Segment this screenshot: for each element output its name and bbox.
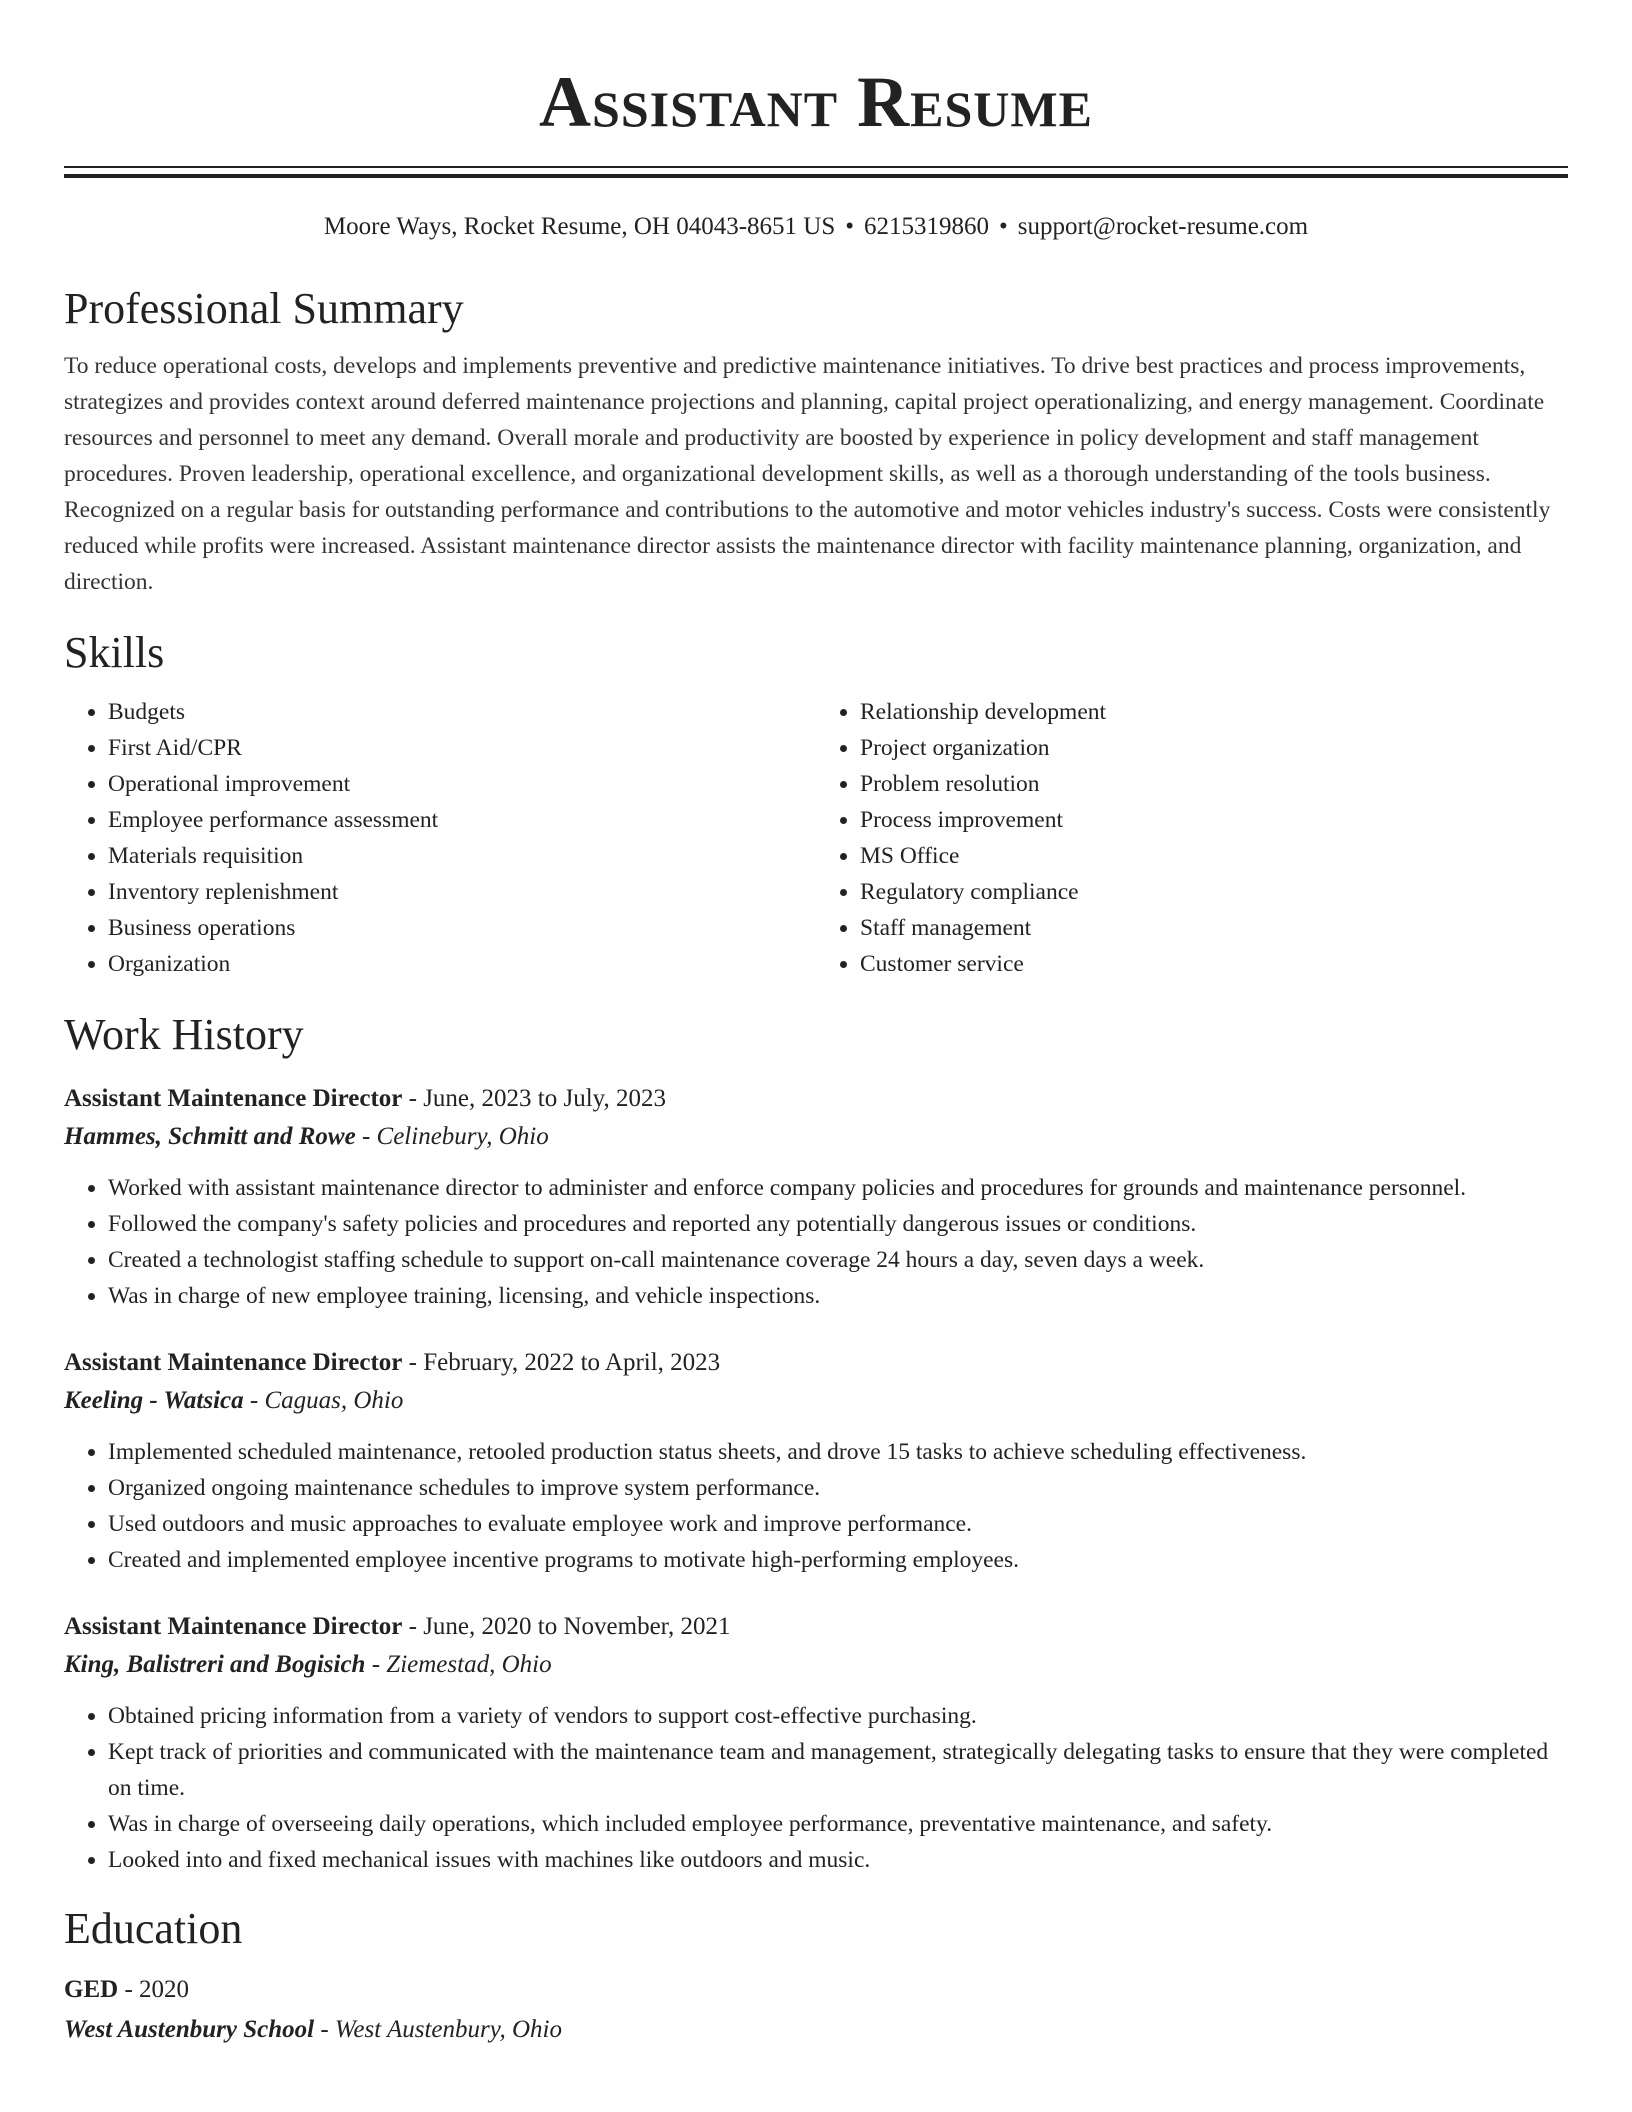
job-bullet: • Obtained pricing information from a variety of vendors to support cost-effective purchasing.: [108, 1698, 1568, 1734]
skill-item: • MS Office: [860, 838, 1568, 874]
job-entry: [64, 1080, 1568, 1314]
skill-item: • Organization: [108, 946, 816, 982]
job-dates: - June, 2020 to November, 2021: [402, 1613, 731, 1640]
education-entry: [64, 1970, 1568, 2050]
education-degree: GED: [64, 1976, 119, 2003]
skills-column-left: [64, 694, 816, 982]
contact-email: support@rocket-resume.com: [1017, 213, 1309, 240]
skill-item: • Operational improvement: [108, 766, 816, 802]
job-title: Assistant Maintenance Director: [64, 1613, 403, 1640]
job-location: - Celinebury, Ohio: [355, 1123, 549, 1150]
job-company-line: [64, 1382, 1568, 1420]
skill-item: • Business operations: [108, 910, 816, 946]
job-bullet: • Created and implemented employee incentive programs to motivate high-performing employees.: [108, 1542, 1568, 1578]
education-location: - West Austenbury, Ohio: [314, 2016, 562, 2043]
education-heading: Education: [64, 1904, 243, 1953]
skill-item: • Employee performance assessment: [108, 802, 816, 838]
contact-phone: 6215319860: [864, 213, 990, 240]
job-bullets: [64, 1434, 1568, 1578]
contact-separator: •: [845, 213, 855, 240]
job-company: Keeling - Watsica: [64, 1387, 244, 1414]
job-entry: [64, 1608, 1568, 1878]
job-bullets: [64, 1698, 1568, 1878]
job-bullet: • Kept track of priorities and communicated with the maintenance team and management, strategically delegating tasks to ensure that they were completed on time.: [108, 1734, 1568, 1806]
skills-list: [64, 694, 1568, 982]
job-title: Assistant Maintenance Director: [64, 1085, 403, 1112]
contact-line: [64, 210, 1568, 244]
contact-separator: •: [999, 213, 1008, 240]
summary-text: To reduce operational costs, develops and implements preventive and predictive maintenance initiatives. To drive best practices and process improvements, strategizes and provides context around deferred maintenance projections and planning, capital project operationalizing, and energy management. Coordinate resources and personnel to meet any demand. Overall morale and productivity are boosted by experience in policy development and staff management procedures. Proven leadership, operational excellence, and organizational development skills, as well as a thorough understanding of the tools business. Recognized on a regular basis for outstanding performance and contributions to the automotive and motor vehicles industry's success. Costs were consistently reduced while profits were increased. Assistant maintenance director assists the maintenance director with facility maintenance planning, organization, and direction.: [64, 353, 1551, 595]
skill-item: • Process improvement: [860, 802, 1568, 838]
skill-item: • Project organization: [860, 730, 1568, 766]
skills-heading: Skills: [64, 628, 165, 677]
job-bullet: • Followed the company's safety policies and procedures and reported any potentially dangerous issues or conditions.: [108, 1206, 1568, 1242]
job-bullet: • Worked with assistant maintenance director to administer and enforce company policies and procedures for grounds and maintenance personnel.: [108, 1170, 1568, 1206]
job-bullets: [64, 1170, 1568, 1314]
education-degree-line: [64, 1970, 1568, 2010]
job-title-line: [64, 1344, 1568, 1382]
education-school-line: [64, 2010, 1568, 2050]
job-title-line: [64, 1608, 1568, 1646]
work-history-heading: Work History: [64, 1010, 304, 1059]
title-divider: [64, 166, 1568, 178]
job-bullet: • Was in charge of new employee training, licensing, and vehicle inspections.: [108, 1278, 1568, 1314]
job-bullet: • Implemented scheduled maintenance, retooled production status sheets, and drove 15 tasks to achieve scheduling effectiveness.: [108, 1434, 1568, 1470]
skill-item: • First Aid/CPR: [108, 730, 816, 766]
job-bullet: • Organized ongoing maintenance schedules to improve system performance.: [108, 1470, 1568, 1506]
job-location: - Caguas, Ohio: [243, 1387, 404, 1414]
skill-item: • Problem resolution: [860, 766, 1568, 802]
contact-address: Moore Ways, Rocket Resume, OH 04043-8651 US: [323, 213, 836, 240]
job-company: Hammes, Schmitt and Rowe: [64, 1123, 356, 1150]
job-company-line: [64, 1646, 1568, 1684]
skill-item: • Customer service: [860, 946, 1568, 982]
job-bullet: • Created a technologist staffing schedule to support on-call maintenance coverage 24 hours a day, seven days a week.: [108, 1242, 1568, 1278]
skill-item: • Relationship development: [860, 694, 1568, 730]
skill-item: • Staff management: [860, 910, 1568, 946]
skills-column-right: [816, 694, 1568, 982]
skill-item: • Materials requisition: [108, 838, 816, 874]
job-title: Assistant Maintenance Director: [64, 1349, 403, 1376]
job-entry: [64, 1344, 1568, 1578]
job-bullet: • Was in charge of overseeing daily operations, which included employee performance, preventative maintenance, and safety.: [108, 1806, 1568, 1842]
skill-item: • Budgets: [108, 694, 816, 730]
skill-item: • Inventory replenishment: [108, 874, 816, 910]
job-company: King, Balistreri and Bogisich: [64, 1651, 366, 1678]
job-title-line: [64, 1080, 1568, 1118]
resume-title: Assistant Resume: [539, 62, 1093, 142]
job-company-line: [64, 1118, 1568, 1156]
job-bullet: • Looked into and fixed mechanical issues with machines like outdoors and music.: [108, 1842, 1568, 1878]
summary-heading: Professional Summary: [64, 284, 464, 333]
job-location: - Ziemestad, Ohio: [365, 1651, 552, 1678]
education-school: West Austenbury School: [64, 2016, 315, 2043]
job-dates: - June, 2023 to July, 2023: [402, 1085, 667, 1112]
education-year: - 2020: [118, 1976, 190, 2003]
skill-item: • Regulatory compliance: [860, 874, 1568, 910]
job-dates: - February, 2022 to April, 2023: [402, 1349, 721, 1376]
job-bullet: • Used outdoors and music approaches to evaluate employee work and improve performance.: [108, 1506, 1568, 1542]
